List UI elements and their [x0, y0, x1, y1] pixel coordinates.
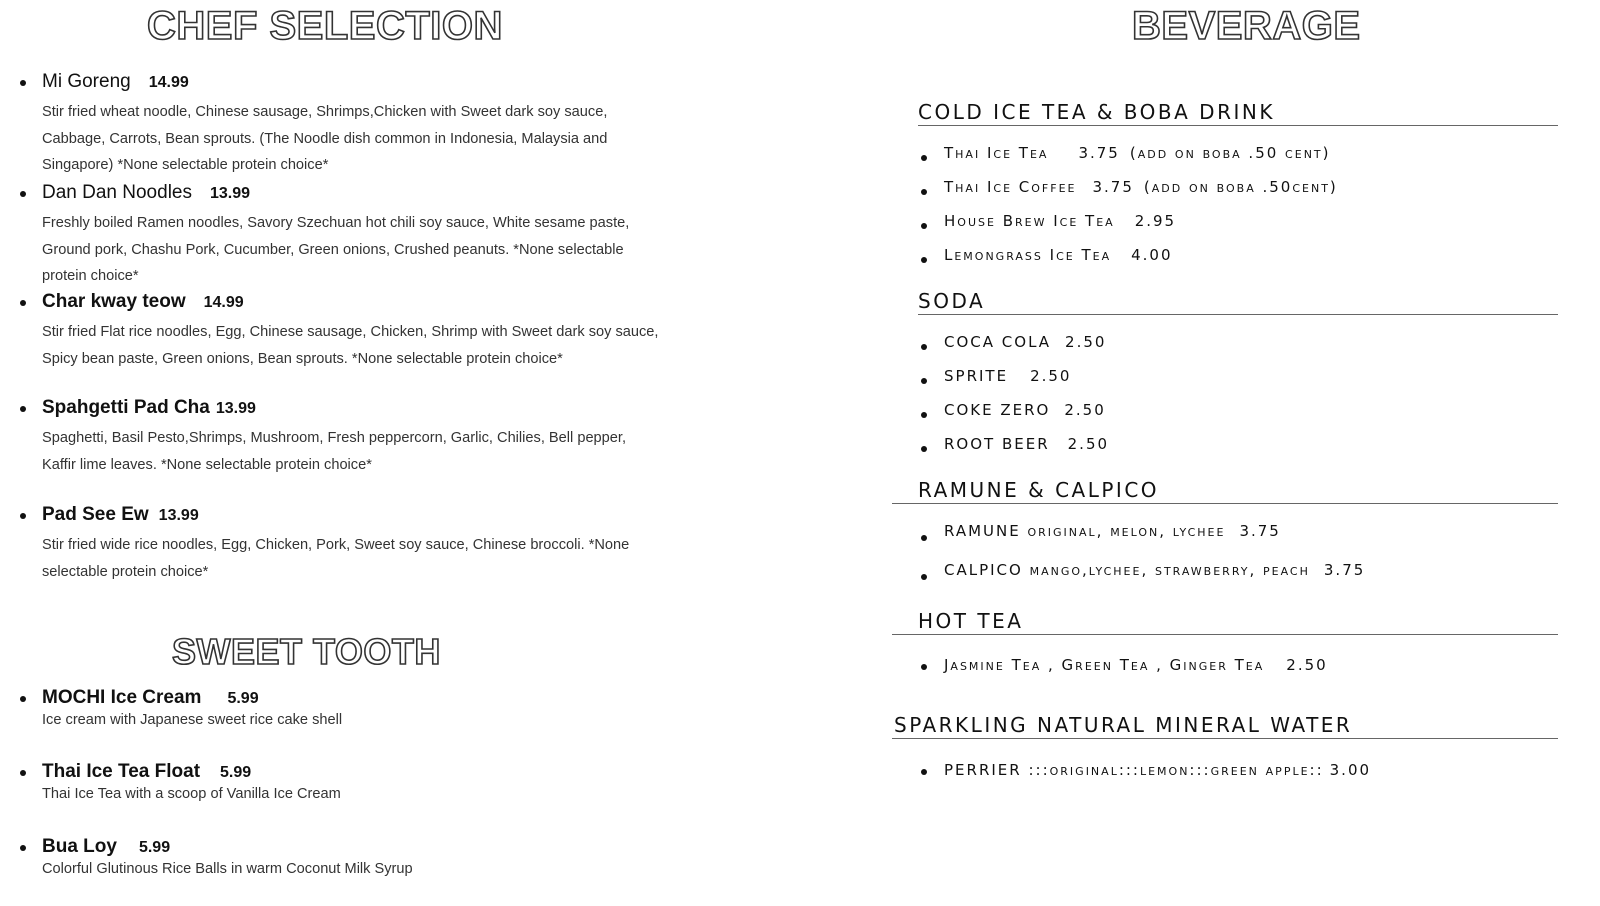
- dessert-item[interactable]: [20, 760, 660, 804]
- dish-description: Stir fried Flat rice noodles, Egg, Chinese sausage, Chicken, Shrimp with Sweet dark soy sauce, Spicy bean paste, Green onions, Bean sprouts. *None selectable protein choice*: [42, 324, 659, 367]
- beverage-name: ROOT BEER: [944, 435, 1050, 453]
- menu-item[interactable]: [20, 290, 660, 372]
- beverage-name: COCA COLA: [944, 333, 1052, 351]
- dish-description: Colorful Glutinous Rice Balls in warm Coconut Milk Syrup: [42, 861, 413, 877]
- dish-name: MOCHI Ice Cream: [42, 687, 202, 708]
- beverage-name: CALPICO mango,lychee, strawberry, peach: [944, 561, 1310, 579]
- dish-name: Pad See Ew: [42, 504, 149, 525]
- dish-header: [20, 503, 660, 528]
- beverage-item[interactable]: [918, 175, 1558, 209]
- beverage-price: 2.50: [1067, 435, 1110, 453]
- beverage-price: 3.75: [1078, 144, 1120, 162]
- beverage-name: Lemongrass Ice Tea: [944, 246, 1112, 264]
- dish-header: [20, 70, 660, 95]
- section-heading-soda: SODA: [918, 289, 1558, 315]
- beverage-item[interactable]: [918, 652, 1558, 682]
- beverage-item[interactable]: [918, 398, 1558, 432]
- ramune-calpico-list: [918, 518, 1558, 596]
- dish-description: Stir fried wheat noodle, Chinese sausage, Shrimps,Chicken with Sweet dark soy sauce, Cabbage, Carrots, Bean sprouts. (The Noodle dish common in Indonesia, Malaysia and Singapore) *None selectable protein choice*: [42, 104, 608, 173]
- dish-price: 13.99: [158, 507, 199, 524]
- chef-selection-title: CHEF SELECTION: [147, 4, 503, 48]
- menu-item[interactable]: [20, 503, 660, 585]
- menu-item[interactable]: [20, 396, 660, 478]
- section-heading-cold-tea: COLD ICE TEA & BOBA DRINK: [918, 100, 1558, 126]
- section-heading-hot-tea: HOT TEA: [892, 609, 1558, 635]
- section-heading-ramune-calpico: RAMUNE & CALPICO: [892, 478, 1558, 504]
- soda-list: [918, 330, 1558, 466]
- dish-header: [20, 181, 660, 206]
- dish-price: 5.99: [138, 839, 171, 856]
- dish-header: [20, 290, 660, 315]
- beverage-note: (add on boba .50 cent): [1129, 144, 1331, 162]
- menu-item[interactable]: [20, 181, 660, 290]
- beverage-note: (add on boba .50cent): [1143, 178, 1338, 196]
- beverage-name: PERRIER :::original:::lemon:::green apple::: [944, 761, 1324, 779]
- beverage-price: 3.75: [1239, 522, 1281, 540]
- dish-price: 14.99: [203, 294, 244, 311]
- beverage-item[interactable]: [918, 141, 1558, 175]
- beverage-name: Thai Ice Tea: [944, 144, 1049, 162]
- dish-name: Char kway teow: [42, 291, 186, 312]
- section-heading-sparkling-water: SPARKLING NATURAL MINERAL WATER: [892, 713, 1558, 739]
- beverage-name: Jasmine Tea , Green Tea , Ginger Tea: [944, 656, 1265, 674]
- dish-price: 5.99: [220, 764, 252, 781]
- menu-item[interactable]: [20, 70, 660, 179]
- dish-price: 13.99: [215, 400, 256, 417]
- beverage-name: Thai Ice Coffee: [944, 178, 1077, 196]
- beverage-name: RAMUNE original, melon, lychee: [944, 522, 1226, 540]
- beverage-name: SPRITE: [944, 367, 1009, 385]
- dessert-item[interactable]: [20, 686, 660, 730]
- beverage-name: COKE ZERO: [944, 401, 1051, 419]
- beverage-item[interactable]: [918, 757, 1558, 787]
- dish-header: [20, 686, 660, 711]
- dish-name: Bua Loy: [42, 836, 117, 857]
- dish-name: Thai Ice Tea Float: [42, 761, 201, 782]
- beverage-price: 3.75: [1323, 561, 1366, 579]
- right-column: [894, 0, 1600, 906]
- dish-price: 5.99: [227, 690, 259, 707]
- dish-price: 14.99: [148, 74, 189, 91]
- dish-description: Stir fried wide rice noodles, Egg, Chicken, Pork, Sweet soy sauce, Chinese broccoli. *None selectable protein choice*: [42, 537, 630, 580]
- sweet-tooth-title: SWEET TOOTH: [172, 631, 441, 672]
- beverage-price: 2.50: [1065, 333, 1107, 351]
- dish-name: Dan Dan Noodles: [42, 182, 192, 203]
- dish-description: Freshly boiled Ramen noodles, Savory Szechuan hot chili soy sauce, White sesame paste, Ground pork, Chashu Pork, Cucumber, Green onions, Crushed peanuts. *None selectable protein choice*: [42, 215, 630, 284]
- beverage-price: 3.00: [1329, 761, 1372, 779]
- sparkling-water-list: [918, 757, 1558, 787]
- dish-header: [20, 835, 660, 860]
- dish-name: Mi Goreng: [42, 71, 131, 92]
- dish-header: [20, 760, 660, 785]
- dish-header: [20, 396, 660, 421]
- beverage-price: 2.95: [1134, 212, 1177, 230]
- left-column: [0, 0, 680, 906]
- dish-description: Ice cream with Japanese sweet rice cake shell: [42, 712, 343, 728]
- hot-tea-list: [918, 652, 1558, 682]
- dish-price: 13.99: [209, 185, 251, 202]
- beverage-item[interactable]: [918, 518, 1558, 557]
- beverage-item[interactable]: [918, 364, 1558, 398]
- beverage-item[interactable]: [918, 557, 1558, 596]
- dish-description: Thai Ice Tea with a scoop of Vanilla Ice Cream: [42, 786, 341, 802]
- beverage-name: House Brew Ice Tea: [944, 212, 1115, 230]
- beverage-item[interactable]: [918, 432, 1558, 466]
- beverage-price: 2.50: [1030, 367, 1072, 385]
- beverage-title: BEVERAGE: [1132, 4, 1361, 48]
- beverage-price: 3.75: [1092, 178, 1134, 196]
- beverage-price: 4.00: [1131, 246, 1173, 264]
- beverage-item[interactable]: [918, 330, 1558, 364]
- beverage-price: 2.50: [1286, 656, 1328, 674]
- beverage-item[interactable]: [918, 243, 1558, 277]
- dish-description: Spaghetti, Basil Pesto,Shrimps, Mushroom, Fresh peppercorn, Garlic, Chilies, Bell pepper, Kaffir lime leaves. *None selectable protein choice*: [42, 430, 627, 473]
- beverage-item[interactable]: [918, 209, 1558, 243]
- cold-tea-list: [918, 141, 1558, 277]
- dessert-item[interactable]: [20, 835, 660, 879]
- beverage-price: 2.50: [1064, 401, 1106, 419]
- dish-name: Spahgetti Pad Cha: [42, 397, 210, 418]
